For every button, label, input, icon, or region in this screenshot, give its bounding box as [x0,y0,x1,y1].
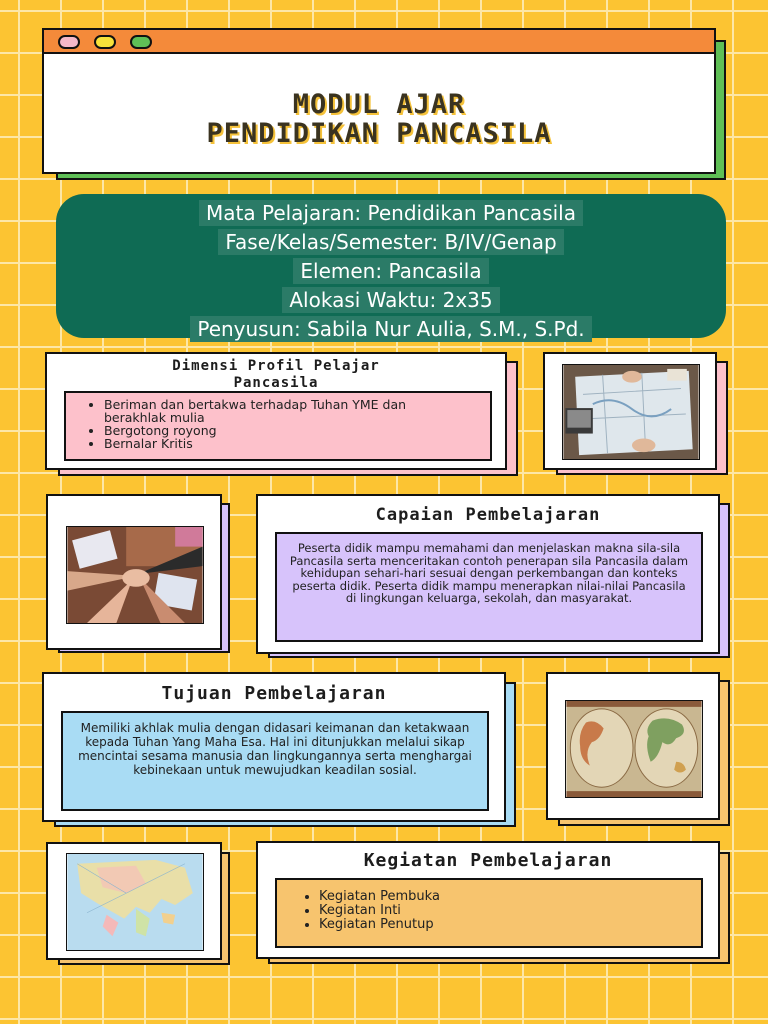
capaian-text-box [275,532,703,642]
asia-map [66,853,204,951]
list-item: • Bernalar Kritis [104,437,490,450]
dimensi-heading-line-2: Pancasila [233,375,319,391]
tujuan-heading: Tujuan Pembelajaran [161,683,387,704]
title-bar [42,28,716,54]
capaian-text: Peserta didik mampu memahami dan menjelaskan makna sila-sila Pancasila serta menceritakan contoh penerapan sila Pancasila dalam kehidupan sehari-hari sesuai dengan perkembangan dan konteks peserta didik. Peserta didik mampu menerapkan nilai-nilai Pancasila di lingkungan keluarga, sekolah, dan masyarakat. [289,541,689,606]
kegiatan-card [256,841,720,959]
kegiatan-list [277,890,701,932]
info-subject: Mata Pelajaran: Pendidikan Pancasila [199,200,583,226]
page-title [44,90,714,148]
info-author: Penyusun: Sabila Nur Aulia, S.M., S.Pd. [190,316,591,342]
window-dot-green [130,35,152,49]
tujuan-text-box [61,711,489,811]
title-window [42,28,716,174]
window-dot-pink [58,35,80,49]
dimensi-list [66,398,490,450]
vintage-world-map [565,700,703,798]
tujuan-card [42,672,506,822]
list-item: • Bergotong royong [104,424,490,437]
info-element: Elemen: Pancasila [293,258,488,284]
dimensi-card [45,352,507,470]
list-item: • Kegiatan Inti [319,904,701,918]
dimensi-list-box [64,391,492,461]
list-item: • Beriman dan bertakwa terhadap Tuhan YME dan berakhlak mulia [104,398,434,424]
capaian-card [256,494,720,654]
photo-card-3 [546,672,720,820]
kegiatan-list-box [275,878,703,948]
dimensi-heading [47,358,505,392]
title-line-1: MODUL AJAR [292,89,466,120]
photo-card-2 [46,494,222,650]
capaian-heading: Capaian Pembelajaran [375,505,601,525]
info-block [56,194,726,341]
dimensi-heading-line-1: Dimensi Profil Pelajar [172,358,380,374]
kegiatan-heading: Kegiatan Pembelajaran [363,850,613,871]
info-phase: Fase/Kelas/Semester: B/IV/Genap [218,229,563,255]
tujuan-text: Memiliki akhlak mulia dengan didasari keimanan dan ketakwaan kepada Tuhan Yang Maha Esa. Hal ini ditunjukkan melalui sikap mencintai sesama manusia dan lingkungannya serta menghargai kebinekaan untuk mewujudkan keadilan sosial. [78,721,472,777]
info-time: Alokasi Waktu: 2x35 [282,287,499,313]
hands-together-photo [66,526,204,624]
photo-card-4 [46,842,222,960]
map-planning-photo [562,364,700,460]
list-item: • Kegiatan Pembuka [319,890,701,904]
title-line-2: PENDIDIKAN PANCASILA [206,118,552,149]
photo-card-1 [543,352,717,470]
window-dot-yellow [94,35,116,49]
list-item: • Kegiatan Penutup [319,918,701,932]
